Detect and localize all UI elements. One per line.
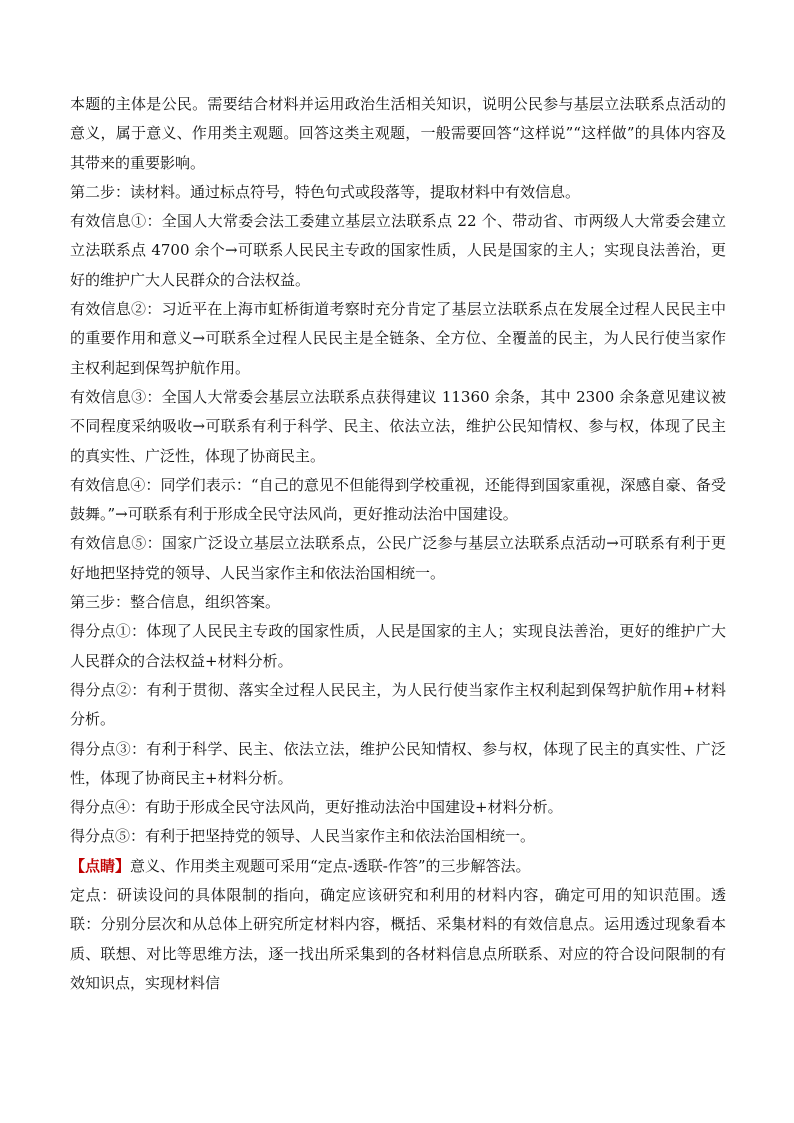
- paragraph-score-1: 得分点①：体现了人民民主专政的国家性质，人民是国家的主人；实现良法善治，更好的维护广大人民群众的合法权益+材料分析。: [70, 622, 726, 670]
- paragraph-step-two: 第二步：读材料。通过标点符号，特色句式或段落等，提取材料中有效信息。: [70, 182, 581, 201]
- paragraph-info-1: 有效信息①：全国人大常委会法工委建立基层立法联系点 22 个、带动省、市两级人大常委会建立立法联系点 4700 余个→可联系人民民主专政的国家性质，人民是国家的主人；实现良法善治，更好的维护广大人民群众的合法权益。: [70, 212, 726, 289]
- tip-text: 意义、作用类主观题可采用“定点-透联-作答”的三步解答法。: [130, 856, 531, 875]
- paragraph-score-4: 得分点④：有助于形成全民守法风尚，更好推动法治中国建设+材料分析。: [70, 798, 563, 817]
- paragraph-info-4: 有效信息④：同学们表示：“自己的意见不但能得到学校重视，还能得到国家重视，深感自豪、备受鼓舞。”→可联系有利于形成全民守法风尚，更好推动法治中国建设。: [70, 475, 726, 524]
- paragraph-intro: 本题的主体是公民。需要结合材料并运用政治生活相关知识，说明公民参与基层立法联系点活动的意义，属于意义、作用类主观题。回答这类主观题，一般需要回答“这样说”“这样做”的具体内容及其带来的重要影响。: [70, 95, 726, 172]
- paragraph-score-3: 得分点③：有利于科学、民主、依法立法，维护公民知情权、参与权，体现了民主的真实性、广泛性，体现了协商民主+材料分析。: [70, 739, 726, 787]
- paragraph-info-2: 有效信息②：习近平在上海市虹桥街道考察时充分肯定了基层立法联系点在发展全过程人民民主中的重要作用和意义→可联系全过程人民民主是全链条、全方位、全覆盖的民主，为人民行使当家作主权利起到保驾护航作用。: [70, 300, 726, 377]
- paragraph-score-5: 得分点⑤：有利于把坚持党的领导、人民当家作主和依法治国相统一。: [70, 827, 536, 846]
- document-body: [70, 90, 726, 998]
- paragraph-tip: [70, 852, 726, 881]
- paragraph-step-three: 第三步：整合信息，组织答案。: [70, 593, 281, 612]
- tip-label: 【点睛】: [70, 856, 131, 875]
- paragraph-final: 定点：研读设问的具体限制的指向，确定应该研究和利用的材料内容，确定可用的知识范围。透联：分别分层次和从总体上研究所定材料内容，概括、采集材料的有效信息点。运用透过现象看本质、联想、对比等思维方法，逐一找出所采集到的各材料信息点所联系、对应的符合设问限制的有效知识点，实现材料信: [70, 886, 726, 992]
- paragraph-info-5: 有效信息⑤：国家广泛设立基层立法联系点，公民广泛参与基层立法联系点活动→可联系有利于更好地把坚持党的领导、人民当家作主和依法治国相统一。: [70, 534, 726, 582]
- paragraph-info-3: 有效信息③：全国人大常委会基层立法联系点获得建议 11360 余条，其中 2300 余条意见建议被不同程度采纳吸收→可联系有利于科学、民主、依法立法，维护公民知情权、参与权，体现了民主的真实性、广泛性，体现了协商民主。: [70, 387, 726, 465]
- paragraph-score-2: 得分点②：有利于贯彻、落实全过程人民民主，为人民行使当家作主权利起到保驾护航作用+材料分析。: [70, 680, 726, 729]
